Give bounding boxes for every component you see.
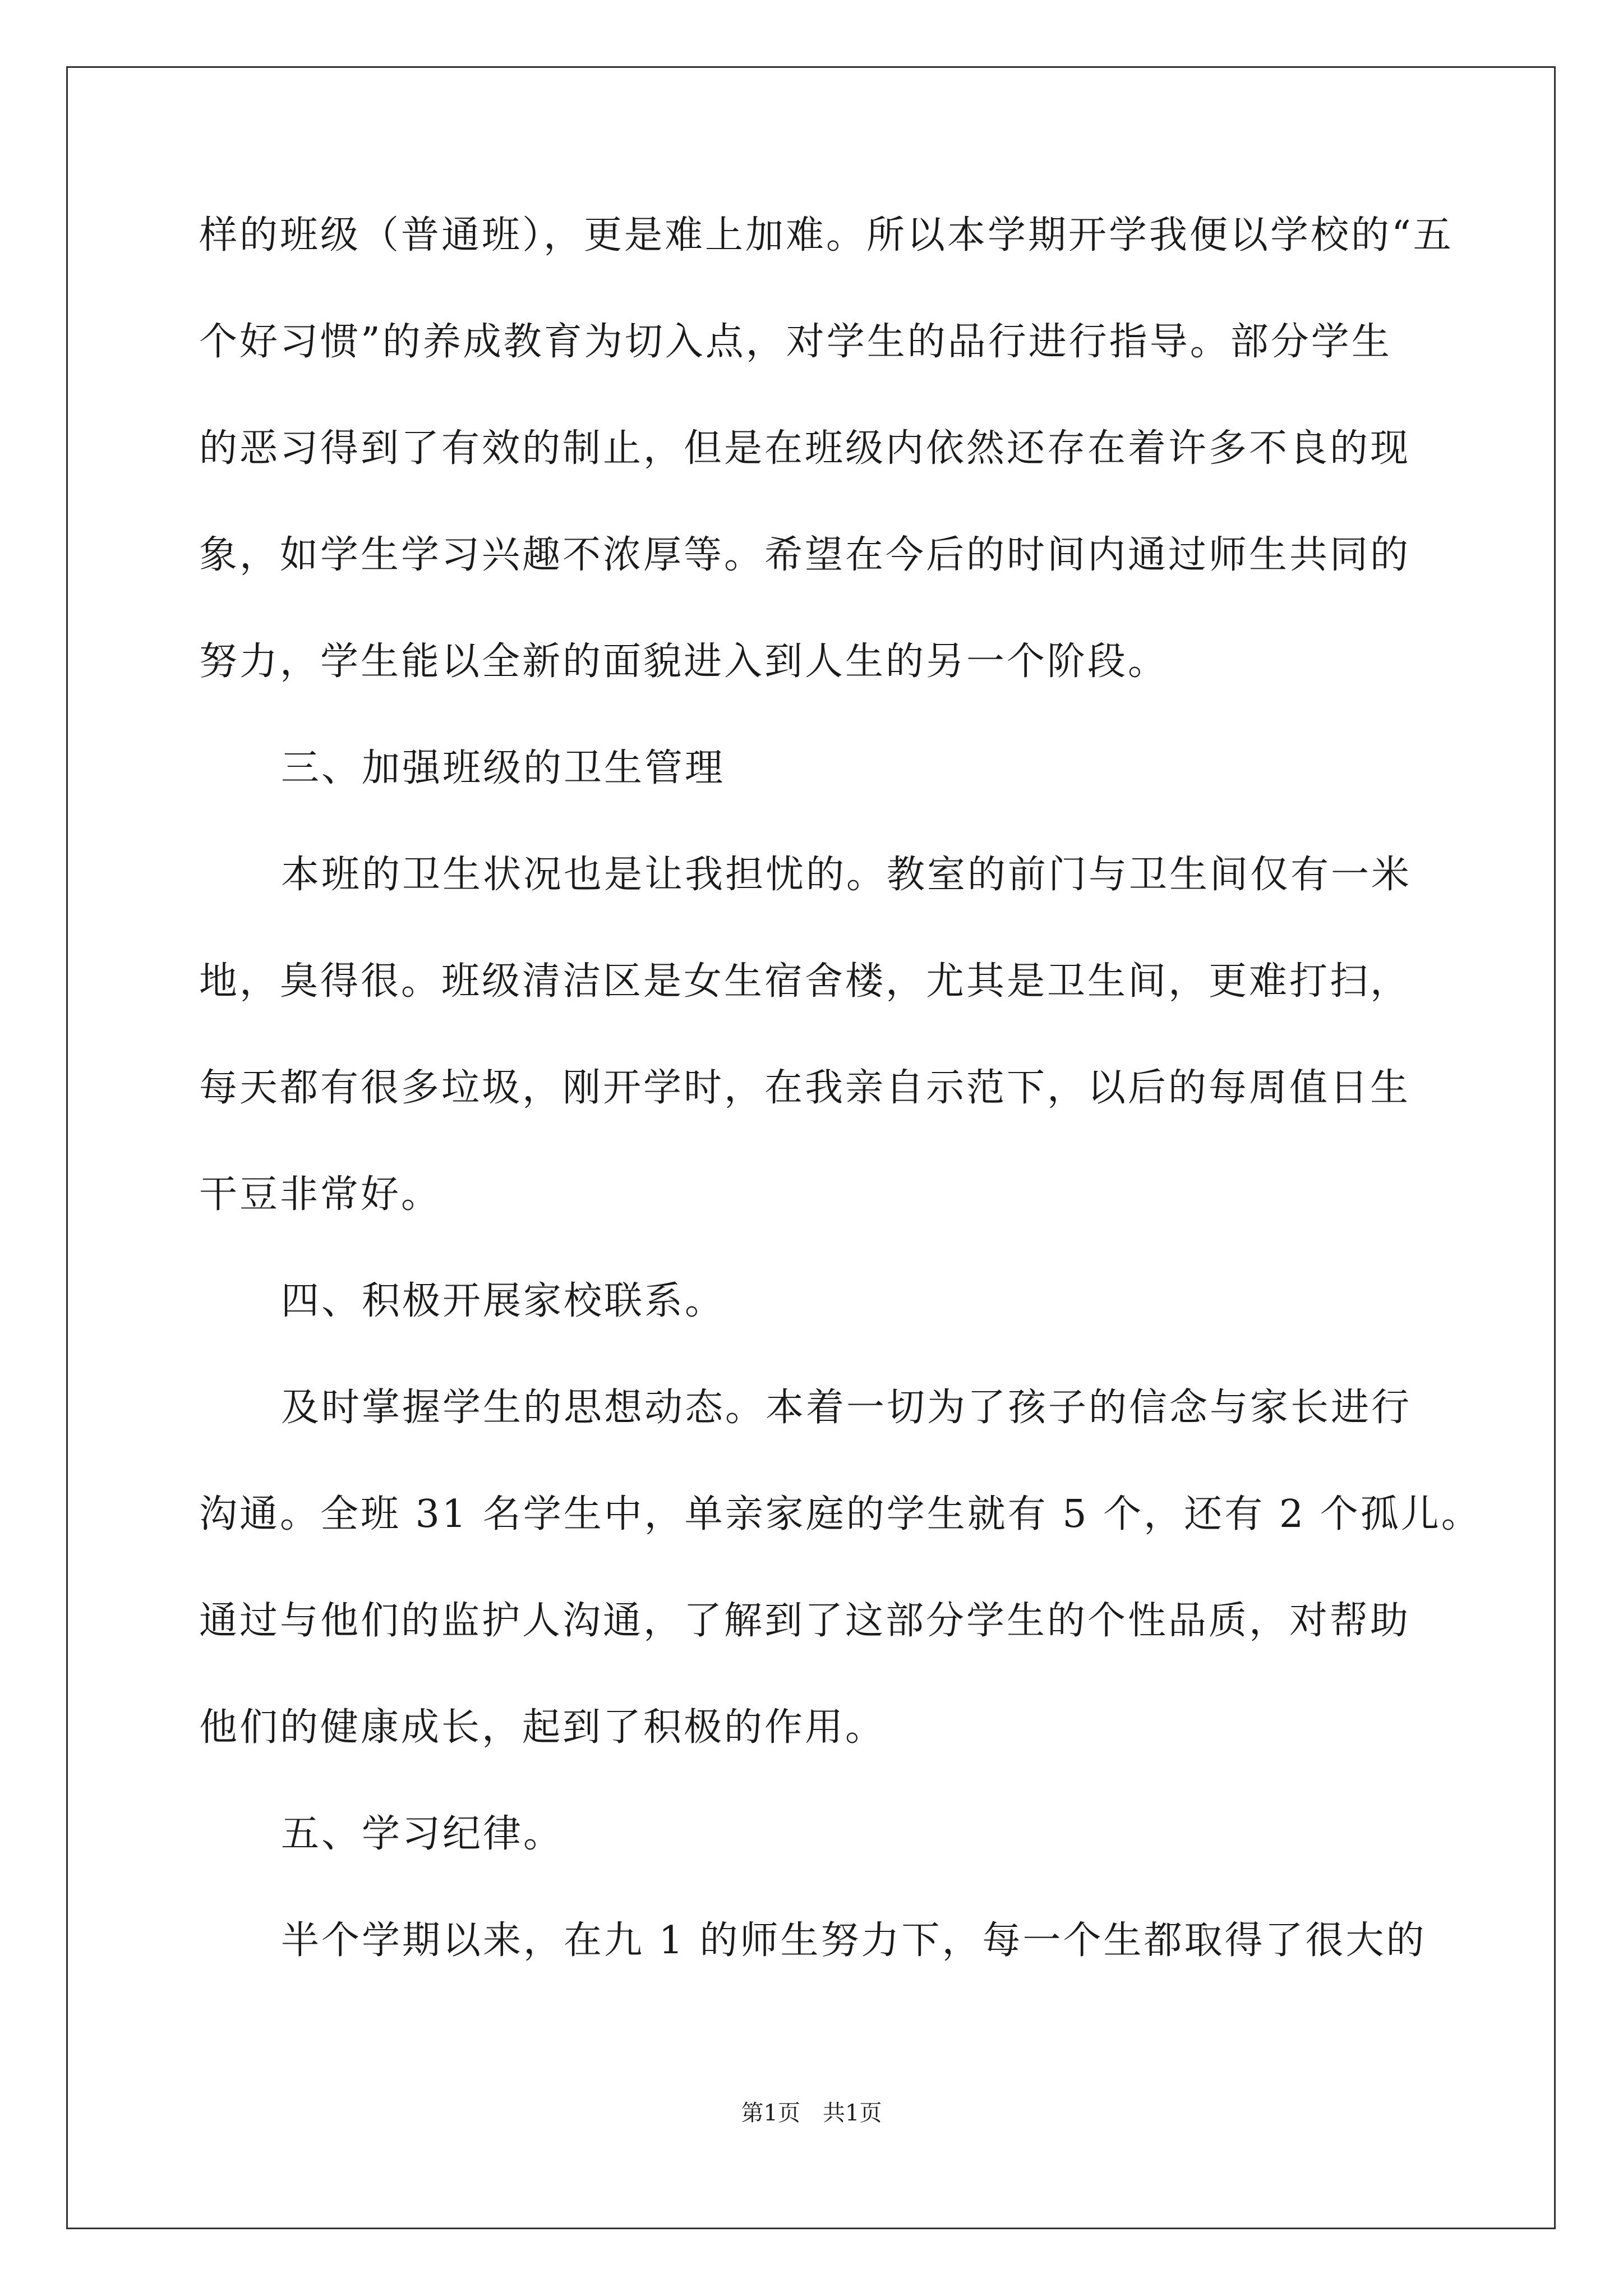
paragraph-line: 样的班级（普通班），更是难上加难。所以本学期开学我便以学校的“五 <box>199 213 1454 257</box>
paragraph-line: 努力，学生能以全新的面貌进入到人生的另一个阶段。 <box>199 639 1169 684</box>
paragraph-line: 半个学期以来，在九 1 的师生努力下，每一个生都取得了很大的 <box>281 1918 1427 1963</box>
paragraph-line: 干豆非常好。 <box>199 1172 442 1217</box>
paragraph-line: 象，如学生学习兴趣不浓厚等。希望在今后的时间内通过师生共同的 <box>199 533 1411 577</box>
paragraph-line: 及时掌握学生的思想动态。本着一切为了孩子的信念与家长进行 <box>281 1386 1412 1430</box>
paragraph-line: 本班的卫生状况也是让我担忧的。教室的前门与卫生间仅有一米 <box>281 853 1412 897</box>
paragraph-line: 沟通。全班 31 名学生中，单亲家庭的学生就有 5 个，还有 2 个孤儿。 <box>199 1492 1482 1536</box>
paragraph-line: 个好习惯”的养成教育为切入点，对学生的品行进行指导。部分学生 <box>199 320 1392 364</box>
section-heading: 三、加强班级的卫生管理 <box>281 746 726 790</box>
paragraph-line: 通过与他们的监护人沟通，了解到了这部分学生的个性品质，对帮助 <box>199 1599 1411 1643</box>
paragraph-line: 每天都有很多垃圾，刚开学时，在我亲自示范下，以后的每周值日生 <box>199 1066 1411 1110</box>
page-border <box>66 66 1556 2229</box>
page-number-footer: 第1页 共1页 <box>741 2100 882 2126</box>
paragraph-line: 地，臭得很。班级清洁区是女生宿舍楼，尤其是卫生间，更难打扫， <box>199 959 1411 1004</box>
paragraph-line: 的恶习得到了有效的制止，但是在班级内依然还存在着许多不良的现 <box>199 426 1411 471</box>
section-heading: 五、学习纪律。 <box>281 1812 564 1856</box>
section-heading: 四、积极开展家校联系。 <box>281 1279 726 1323</box>
paragraph-line: 他们的健康成长，起到了积极的作用。 <box>199 1705 886 1750</box>
